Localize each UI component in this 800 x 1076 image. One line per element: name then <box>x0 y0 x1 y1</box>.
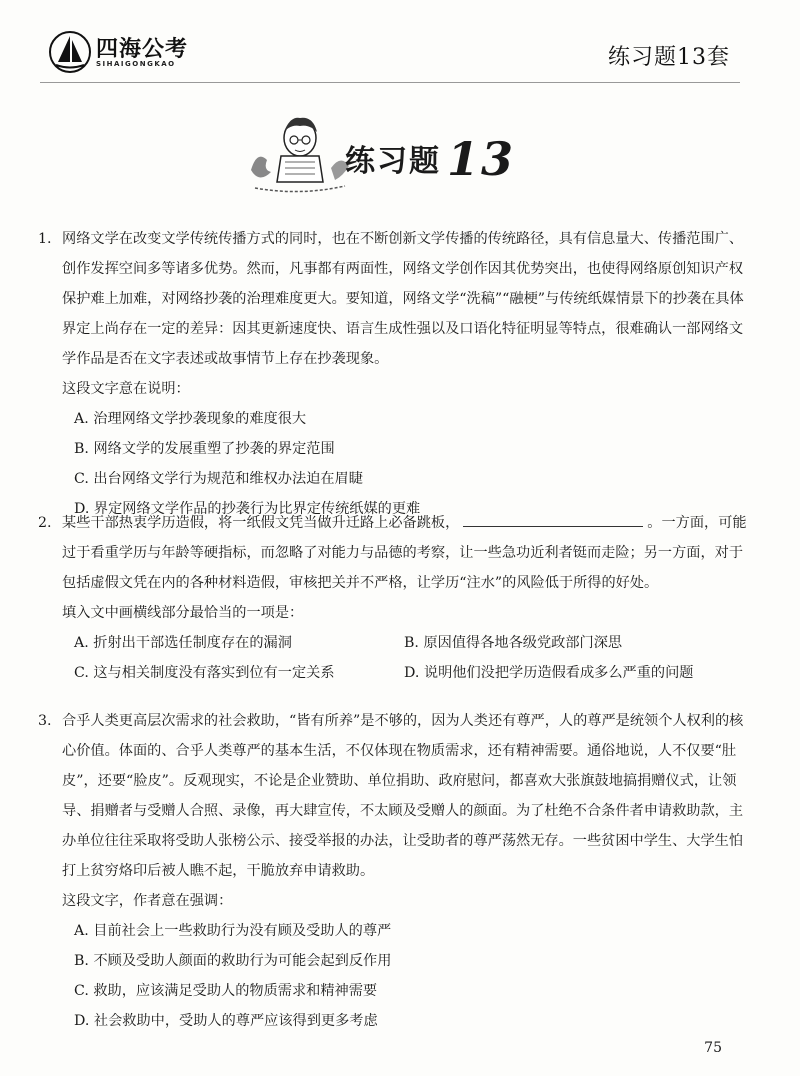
sailboat-logo-icon <box>48 30 92 74</box>
fill-in-blank <box>463 512 643 527</box>
option-a: A. 折射出干部选任制度存在的漏洞 <box>74 635 292 651</box>
question-1 <box>38 224 752 524</box>
option-c: C. 出台网络文学行为规范和维权办法迫在眉睫 <box>74 471 363 487</box>
chapter-banner <box>245 110 515 200</box>
question-prompt: 填入文中画横线部分最恰当的一项是： <box>62 605 304 621</box>
option-row <box>62 658 752 688</box>
question-text: 合乎人类更高层次需求的社会救助，“皆有所养”是不够的，因为人类还有尊严，人的尊严是统领个人权利的核心价值。体面的、合乎人类尊严的基本生活，不仅体现在物质需求，还有精神需要。通俗地说，人不仅要“肚皮”，还要“脸皮”。反观现实，不论是企业赞助、单位捐助、政府慰问，都喜欢大张旗鼓地搞捐赠仪式，让领导、捐赠者与受赠人合照、录像，再大肆宣传，不太顾及受赠人的颜面。为了杜绝不合条件者申请救助款，主办单位往往采取将受助人张榜公示、接受举报的办法，让受助者的尊严荡然无存。一些贫困中学生、大学生怕打上贫穷烙印后被人瞧不起，干脆放弃申请救助。 <box>62 713 744 879</box>
question-text: 网络文学在改变文学传统传播方式的同时，也在不断创新文学传播的传统路径，具有信息量大、传播范围广、创作发挥空间多等诸多优势。然而，凡事都有两面性，网络文学创作因其优势突出，也使得网络原创知识产权保护难上加难，对网络抄袭的治理难度更大。要知道，网络文学“洗稿”“融梗”与传统纸媒情景下的抄袭在具体界定上尚存在一定的差异：因其更新速度快、语言生成性强以及口语化特征明显等特点，很难确认一部网络文学作品是否在文字表述或故事情节上存在抄袭现象。 <box>62 231 744 367</box>
option-b: B. 不顾及受助人颜面的救助行为可能会起到反作用 <box>74 953 392 969</box>
question-3 <box>38 706 752 1036</box>
chapter-title-text: 练习题 <box>345 144 441 179</box>
option-d: D. 界定网络文学作品的抄袭行为比界定传统纸媒的更难 <box>74 501 421 517</box>
question-text-after-blank: 。一方面，可能过于看重学历与年龄等硬指标，而忽略了对能力与品德的考察，让一些急功近利者铤而走险；另一方面，对于包括虚假文凭在内的各种材料造假，审核把关并不严格，让学历“注水”的风险低于所得的好处。 <box>62 515 747 591</box>
page-number: 75 <box>704 1040 722 1056</box>
option-d: D. 社会救助中，受助人的尊严应该得到更多考虑 <box>74 1013 378 1029</box>
chapter-title <box>345 132 515 186</box>
student-reading-illustration-icon <box>245 110 355 195</box>
brand-subtitle: SIHAIGONGKAO <box>96 60 176 68</box>
question-text-before-blank: 某些干部热衷学历造假，将一纸假文凭当做升迁路上必备跳板， <box>62 515 460 531</box>
option-row <box>62 628 752 658</box>
option-c: C. 这与相关制度没有落实到位有一定关系 <box>74 665 335 681</box>
question-prompt: 这段文字意在说明： <box>62 381 190 397</box>
question-stem <box>38 508 752 598</box>
question-number: 1. <box>38 231 52 247</box>
brand-logo <box>48 30 198 80</box>
option-b: B. 网络文学的发展重塑了抄袭的界定范围 <box>74 441 335 457</box>
option-d: D. 说明他们没把学历造假看成多么严重的问题 <box>404 665 694 681</box>
chapter-number: 13 <box>447 132 516 186</box>
brand-name: 四海公考 <box>96 37 189 62</box>
question-stem <box>38 224 752 374</box>
question-prompt: 这段文字，作者意在强调： <box>62 893 233 909</box>
set-label: 练习题13套 <box>608 45 730 70</box>
option-a: A. 目前社会上一些救助行为没有顾及受助人的尊严 <box>74 923 392 939</box>
question-stem <box>38 706 752 886</box>
option-b: B. 原因值得各地各级党政部门深思 <box>404 635 623 651</box>
question-2 <box>38 508 752 688</box>
page-header <box>0 0 800 90</box>
header-divider <box>40 82 740 83</box>
question-number: 3. <box>38 713 52 729</box>
option-a: A. 治理网络文学抄袭现象的难度很大 <box>74 411 307 427</box>
option-c: C. 救助，应该满足受助人的物质需求和精神需要 <box>74 983 378 999</box>
question-number: 2. <box>38 515 52 531</box>
